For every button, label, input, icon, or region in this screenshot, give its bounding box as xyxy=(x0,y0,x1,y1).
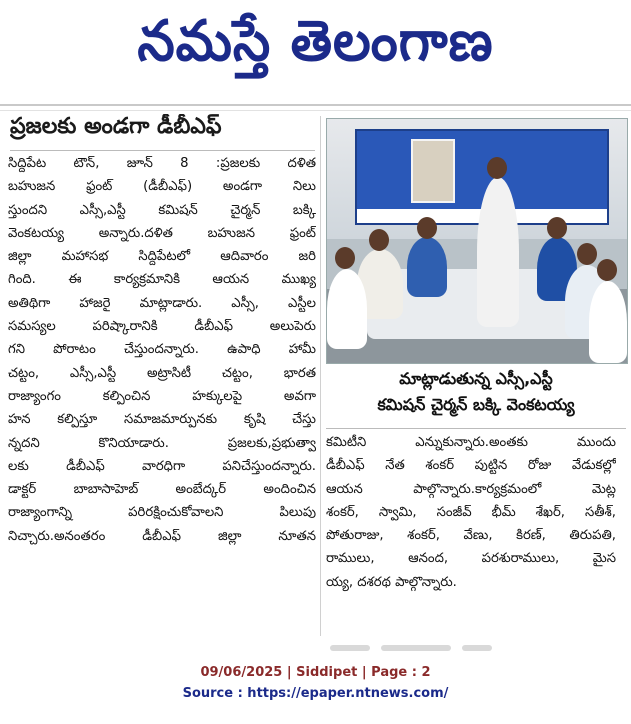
page-footer xyxy=(0,662,631,704)
photo-caption xyxy=(326,366,626,428)
body-line: డాక్టర్ బాబాసాహెబ్ అంబేద్కర్ అందించిన xyxy=(8,482,316,498)
body-line: రాజ్యాంగాన్ని పరిరక్షించుకోవాలని పిలుపు xyxy=(8,505,316,521)
body-line: జిల్లా మహాసభ సిద్దిపేటలో ఆదివారం జరి xyxy=(8,249,316,265)
caption-rule xyxy=(326,428,626,429)
photo-person xyxy=(589,281,627,363)
body-line: సమస్యల పరిష్కారానికి డీబీఎఫ్ అలుపెరు xyxy=(8,319,316,335)
body-line: పోతురాజు, శంకర్, వేణు, కిరణ్, తిరుపతి, xyxy=(326,528,616,544)
body-line: హన కల్పిస్తూ సమాజమార్పునకు కృషి చేస్తు xyxy=(8,412,316,428)
caption-line: కమిషన్ చైర్మన్ బక్కి వెంకటయ్య xyxy=(377,395,575,414)
cutoff-fragment xyxy=(462,645,492,651)
body-line: రాములు, ఆనంద, పరశురాములు, మైస xyxy=(326,551,616,567)
body-line: గని పోరాటం చేస్తుందన్నారు. ఉపాధి హామీ xyxy=(8,342,316,358)
photo-person-head xyxy=(487,157,507,179)
body-line: ఆయన పాల్గొన్నారు.కార్యక్రమంలో మెట్ల xyxy=(326,481,616,497)
body-line: అతిథిగా హాజరై మాట్లాడారు. ఎస్సీ, ఎస్టీల xyxy=(8,295,316,311)
photo-portrait xyxy=(411,139,455,203)
cutoff-text-fragment xyxy=(330,636,600,646)
body-line: గింది. ఈ కార్యక్రమానికి ఆయన ముఖ్య xyxy=(8,272,316,288)
body-line: సిద్దిపేట టౌన్, జూన్ 8 :ప్రజలకు దళిత xyxy=(8,156,316,171)
body-line: న్నదని కొనియాడారు. ప్రజలకు,ప్రభుత్వా xyxy=(8,435,316,451)
body-line: కమిటీని ఎన్నుకున్నారు.అంతకు ముందు xyxy=(326,435,616,450)
photo-person xyxy=(407,237,447,297)
body-line: రాజ్యాంగం కల్పించిన హక్కులపై అవగా xyxy=(8,388,316,404)
body-line: లకు డీబీఎఫ్ వారధిగా పనిచేస్తుందన్నారు. xyxy=(8,458,316,474)
photo-person xyxy=(327,269,367,349)
body-line: బహుజన ఫ్రంట్ (డీబీఎఫ్) అండగా నిలు xyxy=(8,179,316,195)
photo-person-head xyxy=(577,243,597,265)
body-line: శంకర్, స్వామి, సంజీవ్ భీమ్ శేఖర్, సతీశ్, xyxy=(326,504,616,520)
photo-person-head xyxy=(369,229,389,251)
source-link[interactable]: Source : https://epaper.ntnews.com/ xyxy=(182,686,449,701)
photo-person-head xyxy=(597,259,617,281)
body-line: డీబీఎఫ్ నేత శంకర్ పుట్టిన రోజు వేడుకల్లో xyxy=(326,458,616,474)
headline-rule xyxy=(10,150,315,151)
cutoff-fragment xyxy=(381,645,451,651)
body-line: నిచ్చారు.అనంతరం డీబీఎఫ్ జిల్లా నూతన xyxy=(8,528,316,544)
article-body-right xyxy=(326,431,616,594)
caption-line: మాట్లాడుతున్న ఎస్సీ,ఎస్టీ xyxy=(399,369,553,388)
masthead xyxy=(0,0,631,84)
article-headline: ప్రజలకు అండగా డీబీఎఫ్ xyxy=(10,114,222,139)
article-photo xyxy=(326,118,628,364)
article-body-left xyxy=(8,152,316,548)
photo-person-head xyxy=(417,217,437,239)
photo-person-head xyxy=(547,217,567,239)
masthead-rule xyxy=(0,104,631,106)
body-line: చట్టం, ఎస్సీ,ఎస్టీ అట్రాసిటీ చట్టం, భారత xyxy=(8,365,316,381)
body-line: స్తుందని ఎస్సీ,ఎస్టీ కమిషన్ చైర్మన్ బక్కి xyxy=(8,202,316,218)
photo-person-head xyxy=(335,247,355,269)
cutoff-fragment xyxy=(330,645,370,651)
photo-person-speaker xyxy=(477,177,519,327)
edition-meta: 09/06/2025 | Siddipet | Page : 2 xyxy=(200,665,431,680)
column-divider xyxy=(320,116,321,636)
masthead-rule-thin xyxy=(0,110,631,111)
newspaper-title: నమస్తే తెలంగాణ xyxy=(137,8,494,74)
body-line: వెంకటయ్య అన్నారు.దళిత బహుజన ఫ్రంట్ xyxy=(8,225,316,241)
body-line: య్య, దశరథ పాల్గొన్నారు. xyxy=(326,574,457,590)
